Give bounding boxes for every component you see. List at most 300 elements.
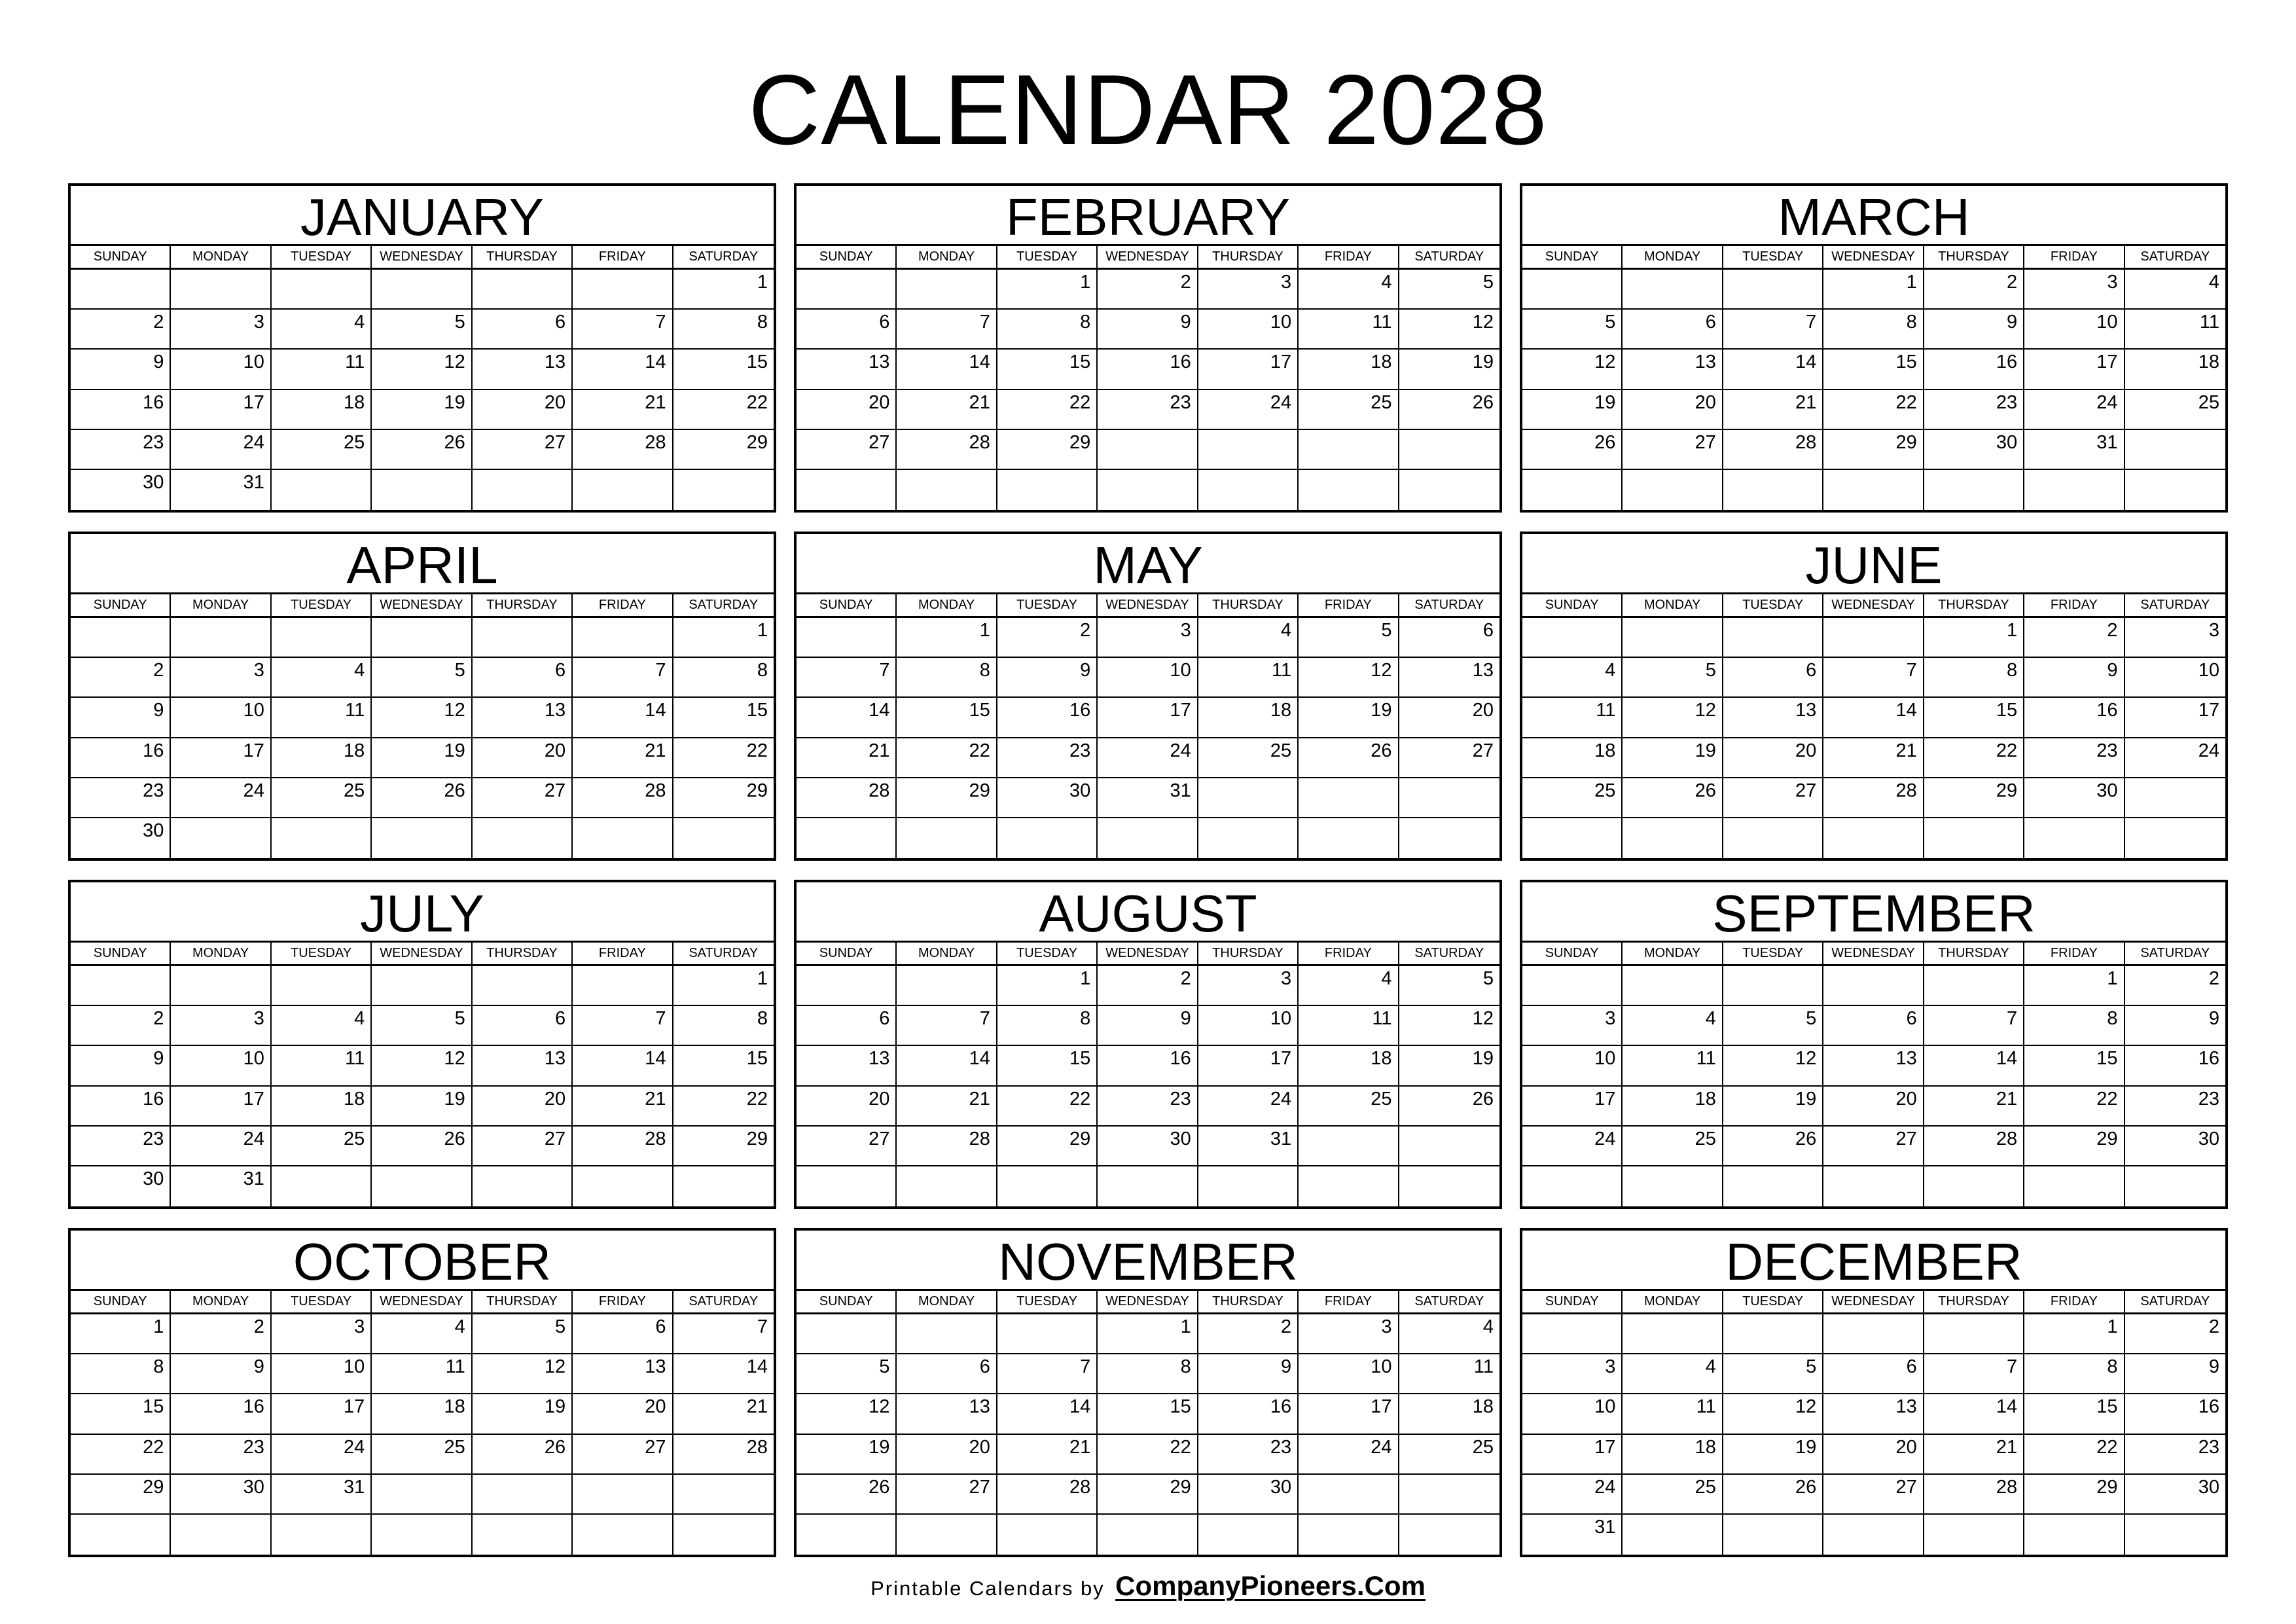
day-cell: [1299, 1166, 1399, 1206]
day-cell: 22: [997, 390, 1098, 430]
day-cell: [372, 270, 472, 310]
day-cell: 8: [1924, 658, 2024, 698]
day-cell: 11: [272, 698, 372, 738]
day-cell: 28: [1924, 1475, 2024, 1515]
day-cell: 15: [71, 1394, 171, 1434]
day-cell: 2: [2125, 1314, 2225, 1354]
day-cell: [1299, 778, 1399, 818]
day-cell: 23: [2125, 1435, 2225, 1475]
day-cell: 16: [2125, 1046, 2225, 1086]
day-cell: 5: [372, 658, 472, 698]
day-grid: [797, 966, 1499, 1206]
day-cell: 10: [1098, 658, 1198, 698]
day-cell: 29: [997, 1127, 1098, 1166]
day-cell: 28: [673, 1435, 774, 1475]
day-cell: 13: [797, 1046, 897, 1086]
day-cell: [272, 618, 372, 658]
day-cell: 4: [1299, 966, 1399, 1006]
day-cell: [372, 818, 472, 858]
day-cell: 22: [897, 738, 997, 778]
day-cell: [1098, 430, 1198, 470]
day-cell: 10: [1198, 310, 1299, 350]
day-cell: 5: [1522, 310, 1623, 350]
day-cell: 31: [272, 1475, 372, 1515]
day-cell: 26: [1399, 1087, 1499, 1127]
day-cell: 9: [1198, 1354, 1299, 1394]
day-cell: 31: [171, 470, 271, 510]
day-cell: 10: [1522, 1394, 1623, 1434]
day-cell: 4: [1623, 1354, 1723, 1394]
day-cell: 2: [2024, 618, 2125, 658]
day-cell: [797, 966, 897, 1006]
day-cell: 13: [1399, 658, 1499, 698]
weekday-label: TUESDAY: [272, 943, 372, 964]
day-cell: [171, 966, 271, 1006]
day-cell: [1522, 1166, 1623, 1206]
day-cell: 10: [171, 698, 271, 738]
day-cell: [1399, 1475, 1499, 1515]
weekday-header-row: [1522, 943, 2225, 966]
month-block-april: [68, 532, 776, 861]
day-cell: 9: [2125, 1006, 2225, 1046]
day-cell: [897, 1515, 997, 1555]
day-cell: 30: [1198, 1475, 1299, 1515]
day-cell: 4: [1623, 1006, 1723, 1046]
day-cell: 3: [171, 658, 271, 698]
day-cell: 19: [372, 390, 472, 430]
day-cell: 29: [673, 778, 774, 818]
day-cell: 6: [473, 658, 573, 698]
day-cell: [1399, 778, 1499, 818]
day-cell: 16: [171, 1394, 271, 1434]
day-cell: 30: [2125, 1475, 2225, 1515]
day-cell: 11: [272, 1046, 372, 1086]
day-cell: 28: [797, 778, 897, 818]
day-cell: [897, 470, 997, 510]
day-cell: 14: [573, 1046, 673, 1086]
weekday-label: SUNDAY: [797, 594, 897, 616]
day-cell: 7: [897, 1006, 997, 1046]
day-cell: 14: [1924, 1394, 2024, 1434]
day-cell: 2: [171, 1314, 271, 1354]
weekday-label: MONDAY: [897, 246, 997, 268]
weekday-header-row: [71, 594, 774, 618]
day-cell: 30: [71, 1166, 171, 1206]
day-cell: 1: [673, 966, 774, 1006]
day-cell: 23: [1098, 390, 1198, 430]
day-cell: 6: [1823, 1354, 1924, 1394]
day-cell: [1823, 618, 1924, 658]
day-cell: 18: [272, 390, 372, 430]
day-cell: 1: [897, 618, 997, 658]
month-block-march: [1520, 183, 2228, 513]
day-grid: [71, 1314, 774, 1555]
day-cell: 23: [71, 430, 171, 470]
day-cell: 3: [1198, 270, 1299, 310]
day-cell: [1198, 1515, 1299, 1555]
day-cell: [1924, 1314, 2024, 1354]
day-cell: 26: [1723, 1475, 1823, 1515]
day-cell: [1299, 1127, 1399, 1166]
day-cell: 13: [1823, 1046, 1924, 1086]
day-cell: [1522, 966, 1623, 1006]
day-cell: 6: [797, 1006, 897, 1046]
day-cell: 22: [71, 1435, 171, 1475]
day-grid: [71, 966, 774, 1206]
day-cell: 19: [1723, 1435, 1823, 1475]
day-cell: [473, 618, 573, 658]
day-cell: [2125, 470, 2225, 510]
weekday-label: MONDAY: [171, 1291, 271, 1312]
day-cell: [1823, 1314, 1924, 1354]
day-cell: 8: [2024, 1006, 2125, 1046]
day-cell: 9: [1098, 1006, 1198, 1046]
day-cell: 7: [673, 1314, 774, 1354]
day-cell: [71, 618, 171, 658]
month-name: SEPTEMBER: [1522, 882, 2225, 943]
weekday-label: TUESDAY: [997, 246, 1098, 268]
weekday-label: FRIDAY: [1299, 246, 1399, 268]
day-cell: 20: [473, 1087, 573, 1127]
day-cell: [473, 270, 573, 310]
day-cell: [1522, 818, 1623, 858]
day-cell: 1: [673, 618, 774, 658]
day-cell: [473, 818, 573, 858]
day-cell: [797, 618, 897, 658]
day-cell: [1623, 1314, 1723, 1354]
day-cell: [473, 1166, 573, 1206]
day-cell: 13: [897, 1394, 997, 1434]
day-cell: 28: [573, 430, 673, 470]
day-cell: 17: [272, 1394, 372, 1434]
day-cell: 10: [1522, 1046, 1623, 1086]
day-cell: 27: [1399, 738, 1499, 778]
day-cell: 22: [673, 738, 774, 778]
day-cell: 31: [171, 1166, 271, 1206]
day-cell: [797, 1166, 897, 1206]
day-cell: [2125, 778, 2225, 818]
day-cell: 25: [2125, 390, 2225, 430]
day-cell: 27: [573, 1435, 673, 1475]
day-cell: 30: [997, 778, 1098, 818]
day-cell: [171, 618, 271, 658]
day-cell: [997, 818, 1098, 858]
day-cell: [673, 1515, 774, 1555]
day-cell: 15: [1823, 350, 1924, 389]
weekday-label: THURSDAY: [473, 1291, 573, 1312]
day-cell: 27: [1823, 1127, 1924, 1166]
day-cell: [673, 1166, 774, 1206]
day-cell: 15: [673, 1046, 774, 1086]
day-cell: [272, 1166, 372, 1206]
weekday-header-row: [71, 246, 774, 270]
day-cell: [1924, 1515, 2024, 1555]
weekday-label: WEDNESDAY: [1823, 943, 1924, 964]
day-cell: 11: [1299, 310, 1399, 350]
day-cell: 18: [272, 1087, 372, 1127]
day-cell: 26: [1299, 738, 1399, 778]
weekday-label: THURSDAY: [1198, 943, 1299, 964]
day-cell: 12: [1399, 1006, 1499, 1046]
day-cell: 23: [997, 738, 1098, 778]
day-cell: 16: [1924, 350, 2024, 389]
day-cell: 19: [1522, 390, 1623, 430]
day-cell: 8: [1098, 1354, 1198, 1394]
month-block-november: [794, 1228, 1502, 1557]
day-cell: 8: [997, 310, 1098, 350]
weekday-label: SUNDAY: [1522, 1291, 1623, 1312]
day-cell: 11: [1299, 1006, 1399, 1046]
footer-brand-link[interactable]: CompanyPioneers.Com: [1115, 1570, 1426, 1601]
day-cell: [1823, 470, 1924, 510]
day-cell: [573, 818, 673, 858]
weekday-label: WEDNESDAY: [372, 943, 472, 964]
weekday-label: THURSDAY: [1198, 594, 1299, 616]
day-cell: 25: [1198, 738, 1299, 778]
weekday-label: TUESDAY: [272, 246, 372, 268]
day-cell: [797, 1314, 897, 1354]
weekday-label: FRIDAY: [2024, 594, 2125, 616]
day-cell: 18: [1299, 350, 1399, 389]
day-cell: 5: [1723, 1354, 1823, 1394]
weekday-label: TUESDAY: [1723, 1291, 1823, 1312]
day-cell: [997, 1166, 1098, 1206]
day-cell: 1: [997, 966, 1098, 1006]
day-cell: 7: [573, 658, 673, 698]
day-cell: 21: [797, 738, 897, 778]
weekday-label: MONDAY: [1623, 1291, 1723, 1312]
day-cell: 12: [372, 1046, 472, 1086]
day-cell: 19: [1399, 350, 1499, 389]
day-cell: 9: [1924, 310, 2024, 350]
weekday-label: SATURDAY: [2140, 249, 2210, 264]
day-cell: 17: [1098, 698, 1198, 738]
weekday-header-row: [797, 943, 1499, 966]
day-cell: 29: [1924, 778, 2024, 818]
day-cell: 23: [71, 778, 171, 818]
day-cell: [1522, 270, 1623, 310]
day-cell: 1: [2024, 966, 2125, 1006]
day-cell: 28: [897, 1127, 997, 1166]
day-cell: 5: [1623, 658, 1723, 698]
day-cell: 6: [473, 310, 573, 350]
day-cell: 1: [2024, 1314, 2125, 1354]
day-cell: 10: [171, 1046, 271, 1086]
day-cell: 16: [1198, 1394, 1299, 1434]
day-cell: [1723, 1314, 1823, 1354]
weekday-label: THURSDAY: [1924, 943, 2024, 964]
day-cell: 21: [897, 390, 997, 430]
day-cell: 25: [372, 1435, 472, 1475]
weekday-label: SATURDAY: [1414, 1294, 1484, 1308]
day-cell: [1198, 430, 1299, 470]
day-cell: 27: [1623, 430, 1723, 470]
day-cell: [1399, 1515, 1499, 1555]
day-cell: 1: [1098, 1314, 1198, 1354]
weekday-label: SATURDAY: [689, 946, 759, 960]
day-cell: 25: [272, 430, 372, 470]
month-block-october: [68, 1228, 776, 1557]
weekday-header-row: [797, 594, 1499, 618]
day-cell: 13: [1723, 698, 1823, 738]
weekday-label: TUESDAY: [997, 943, 1098, 964]
day-cell: [573, 1475, 673, 1515]
day-cell: [1098, 1515, 1198, 1555]
day-cell: 12: [797, 1394, 897, 1434]
day-cell: 30: [1924, 430, 2024, 470]
day-cell: [1098, 470, 1198, 510]
day-cell: [1924, 818, 2024, 858]
day-cell: 16: [1098, 350, 1198, 389]
day-cell: [573, 618, 673, 658]
day-cell: [2125, 1515, 2225, 1555]
day-cell: [1623, 1515, 1723, 1555]
day-cell: 20: [1823, 1435, 1924, 1475]
month-name: NOVEMBER: [797, 1231, 1499, 1291]
day-cell: [2125, 1166, 2225, 1206]
weekday-label: SUNDAY: [71, 246, 171, 268]
day-cell: 19: [1399, 1046, 1499, 1086]
day-cell: 24: [171, 430, 271, 470]
day-cell: 27: [1823, 1475, 1924, 1515]
day-cell: 7: [797, 658, 897, 698]
day-cell: 29: [2024, 1127, 2125, 1166]
day-cell: [1399, 430, 1499, 470]
day-cell: 25: [1623, 1127, 1723, 1166]
day-cell: 21: [997, 1435, 1098, 1475]
day-cell: 8: [673, 310, 774, 350]
day-cell: [797, 1515, 897, 1555]
day-cell: 1: [673, 270, 774, 310]
day-cell: 5: [1723, 1006, 1823, 1046]
day-cell: 9: [71, 698, 171, 738]
day-cell: [897, 1166, 997, 1206]
day-cell: [1623, 618, 1723, 658]
day-cell: [1198, 1166, 1299, 1206]
day-cell: 22: [673, 390, 774, 430]
weekday-label: FRIDAY: [2024, 943, 2125, 964]
day-cell: 26: [1399, 390, 1499, 430]
day-cell: [997, 1314, 1098, 1354]
weekday-label: FRIDAY: [1299, 1291, 1399, 1312]
day-cell: [1623, 818, 1723, 858]
day-cell: 27: [1723, 778, 1823, 818]
day-cell: 19: [473, 1394, 573, 1434]
day-cell: 2: [1924, 270, 2024, 310]
day-cell: 26: [372, 1127, 472, 1166]
day-cell: [2024, 470, 2125, 510]
day-cell: [573, 1166, 673, 1206]
month-name: APRIL: [71, 534, 774, 594]
weekday-label: FRIDAY: [2024, 246, 2125, 268]
weekday-label: WEDNESDAY: [1098, 943, 1198, 964]
day-cell: 2: [1098, 966, 1198, 1006]
day-cell: 15: [897, 698, 997, 738]
day-cell: 14: [897, 350, 997, 389]
day-cell: 5: [1299, 618, 1399, 658]
day-cell: 17: [1198, 1046, 1299, 1086]
day-cell: 9: [2125, 1354, 2225, 1394]
day-cell: 26: [1522, 430, 1623, 470]
weekday-label: TUESDAY: [997, 594, 1098, 616]
weekday-label: FRIDAY: [2024, 1291, 2125, 1312]
day-cell: 2: [2125, 966, 2225, 1006]
day-cell: 6: [1823, 1006, 1924, 1046]
day-cell: 30: [71, 470, 171, 510]
day-cell: 18: [1623, 1087, 1723, 1127]
day-cell: 11: [1623, 1046, 1723, 1086]
day-cell: 29: [1823, 430, 1924, 470]
weekday-label: MONDAY: [1623, 594, 1723, 616]
day-cell: 15: [1924, 698, 2024, 738]
day-cell: 19: [1623, 738, 1723, 778]
day-cell: 4: [1299, 270, 1399, 310]
day-grid: [1522, 1314, 2225, 1555]
day-cell: 4: [1198, 618, 1299, 658]
day-cell: 8: [897, 658, 997, 698]
day-cell: 20: [1399, 698, 1499, 738]
weekday-label: SUNDAY: [71, 594, 171, 616]
day-cell: 22: [1098, 1435, 1198, 1475]
day-cell: 30: [2024, 778, 2125, 818]
day-cell: [897, 1314, 997, 1354]
day-cell: 18: [1198, 698, 1299, 738]
day-grid: [1522, 270, 2225, 510]
day-cell: 28: [1723, 430, 1823, 470]
day-cell: 9: [71, 1046, 171, 1086]
day-cell: [1098, 1166, 1198, 1206]
page-title: CALENDAR 2028: [748, 54, 1548, 166]
day-cell: 18: [1623, 1435, 1723, 1475]
day-cell: 4: [1399, 1314, 1499, 1354]
day-cell: [272, 470, 372, 510]
weekday-label: MONDAY: [1623, 943, 1723, 964]
day-grid: [797, 618, 1499, 858]
day-cell: [1723, 270, 1823, 310]
day-cell: [473, 1515, 573, 1555]
month-block-august: [794, 880, 1502, 1209]
day-cell: 16: [997, 698, 1098, 738]
day-cell: [1823, 818, 1924, 858]
day-cell: 20: [797, 1087, 897, 1127]
day-cell: 10: [1299, 1354, 1399, 1394]
day-cell: 20: [473, 738, 573, 778]
day-cell: [1299, 1475, 1399, 1515]
footer-text: Printable Calendars by: [870, 1577, 1105, 1600]
weekday-label: THURSDAY: [473, 943, 573, 964]
day-cell: 24: [2125, 738, 2225, 778]
day-cell: 9: [171, 1354, 271, 1394]
weekday-label: SATURDAY: [2140, 1294, 2210, 1308]
weekday-label: SATURDAY: [1414, 598, 1484, 612]
day-cell: 23: [1098, 1087, 1198, 1127]
day-cell: 13: [473, 350, 573, 389]
day-cell: [372, 470, 472, 510]
day-cell: 27: [797, 1127, 897, 1166]
day-cell: 1: [1924, 618, 2024, 658]
month-block-december: [1520, 1228, 2228, 1557]
weekday-label: MONDAY: [1623, 246, 1723, 268]
day-grid: [797, 270, 1499, 510]
day-grid: [1522, 966, 2225, 1206]
day-cell: 15: [673, 350, 774, 389]
day-cell: 28: [897, 430, 997, 470]
day-cell: 7: [1924, 1006, 2024, 1046]
day-cell: 14: [997, 1394, 1098, 1434]
weekday-label: MONDAY: [897, 594, 997, 616]
weekday-label: THURSDAY: [473, 594, 573, 616]
day-grid: [1522, 618, 2225, 858]
